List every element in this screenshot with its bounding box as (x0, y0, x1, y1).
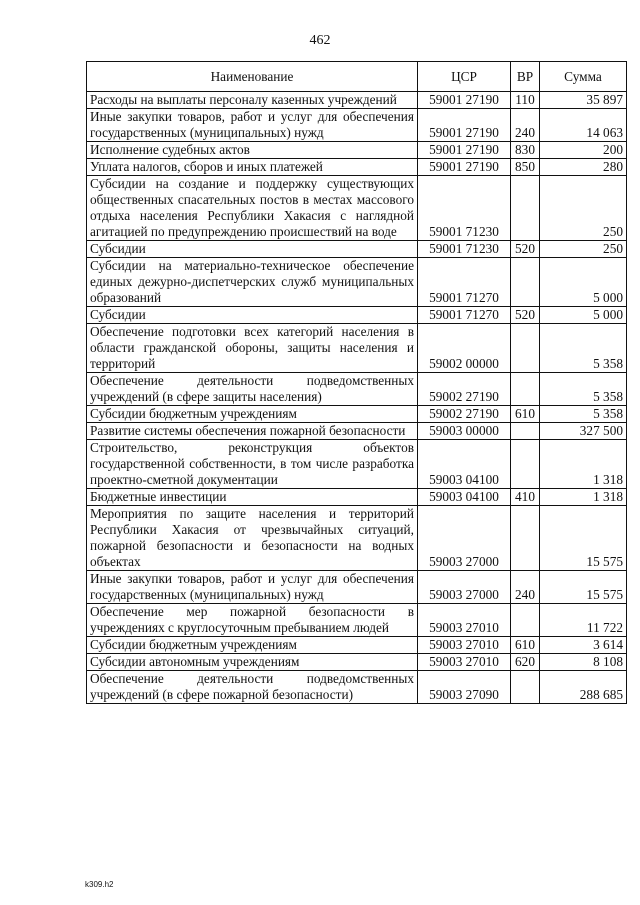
cell-sum: 5 358 (540, 373, 627, 406)
cell-name: Бюджетные инвестиции (87, 489, 418, 506)
cell-vr (511, 671, 540, 704)
cell-name: Обеспечение деятельности подведомственных учреждений (в сфере защиты населения) (87, 373, 418, 406)
table-row (87, 637, 627, 654)
cell-vr (511, 176, 540, 241)
table-row (87, 654, 627, 671)
cell-sum: 8 108 (540, 654, 627, 671)
table-row (87, 489, 627, 506)
cell-name: Иные закупки товаров, работ и услуг для обеспечения государственных (муниципальных) нужд (87, 571, 418, 604)
header-sum: Сумма (540, 62, 627, 92)
table-row (87, 506, 627, 571)
cell-vr: 240 (511, 571, 540, 604)
cell-csr: 59003 04100 (418, 489, 511, 506)
cell-csr: 59002 27190 (418, 373, 511, 406)
cell-name: Исполнение судебных актов (87, 142, 418, 159)
header-name: Наименование (87, 62, 418, 92)
cell-csr: 59003 27000 (418, 571, 511, 604)
budget-table (86, 61, 627, 704)
cell-sum: 14 063 (540, 109, 627, 142)
cell-sum: 5 000 (540, 307, 627, 324)
table-row (87, 440, 627, 489)
table-row (87, 324, 627, 373)
cell-vr (511, 324, 540, 373)
cell-name: Субсидии (87, 307, 418, 324)
table-row (87, 604, 627, 637)
cell-name: Обеспечение мер пожарной безопасности в учреждениях с круглосуточным пребыванием людей (87, 604, 418, 637)
table-row (87, 109, 627, 142)
table-row (87, 571, 627, 604)
cell-vr (511, 423, 540, 440)
cell-sum: 5 358 (540, 406, 627, 423)
cell-name: Обеспечение подготовки всех категорий населения в области гражданской обороны, защиты населения и территорий (87, 324, 418, 373)
cell-name: Мероприятия по защите населения и территорий Республики Хакасия от чрезвычайных ситуаций, пожарной безопасности и безопасности на водных объектах (87, 506, 418, 571)
cell-name: Обеспечение деятельности подведомственных учреждений (в сфере пожарной безопасности) (87, 671, 418, 704)
table-row (87, 176, 627, 241)
cell-vr: 520 (511, 307, 540, 324)
cell-sum: 5 358 (540, 324, 627, 373)
cell-sum: 11 722 (540, 604, 627, 637)
table-row (87, 406, 627, 423)
cell-csr: 59003 00000 (418, 423, 511, 440)
cell-csr: 59001 71270 (418, 307, 511, 324)
cell-vr: 830 (511, 142, 540, 159)
cell-name: Субсидии автономным учреждениям (87, 654, 418, 671)
cell-csr: 59003 27000 (418, 506, 511, 571)
table-row (87, 423, 627, 440)
table-row (87, 92, 627, 109)
table-row (87, 142, 627, 159)
cell-name: Субсидии на материально-техническое обеспечение единых дежурно-диспетчерских служб муниципальных образований (87, 258, 418, 307)
header-row (87, 62, 627, 92)
cell-vr (511, 604, 540, 637)
cell-name: Развитие системы обеспечения пожарной безопасности (87, 423, 418, 440)
cell-csr: 59003 27010 (418, 604, 511, 637)
cell-sum: 288 685 (540, 671, 627, 704)
table-row (87, 671, 627, 704)
cell-csr: 59001 27190 (418, 109, 511, 142)
table-row (87, 373, 627, 406)
cell-vr (511, 440, 540, 489)
cell-vr: 620 (511, 654, 540, 671)
cell-name: Расходы на выплаты персоналу казенных учреждений (87, 92, 418, 109)
cell-name: Иные закупки товаров, работ и услуг для обеспечения государственных (муниципальных) нужд (87, 109, 418, 142)
cell-csr: 59001 27190 (418, 92, 511, 109)
cell-sum: 3 614 (540, 637, 627, 654)
cell-vr (511, 258, 540, 307)
cell-csr: 59003 27010 (418, 654, 511, 671)
cell-vr: 610 (511, 637, 540, 654)
table-row (87, 258, 627, 307)
cell-vr: 850 (511, 159, 540, 176)
cell-vr: 240 (511, 109, 540, 142)
cell-csr: 59001 27190 (418, 159, 511, 176)
cell-csr: 59003 27010 (418, 637, 511, 654)
cell-sum: 1 318 (540, 489, 627, 506)
header-csr: ЦСР (418, 62, 511, 92)
cell-csr: 59001 27190 (418, 142, 511, 159)
table-row (87, 159, 627, 176)
cell-name: Уплата налогов, сборов и иных платежей (87, 159, 418, 176)
cell-csr: 59001 71230 (418, 176, 511, 241)
cell-csr: 59002 00000 (418, 324, 511, 373)
cell-vr (511, 506, 540, 571)
cell-csr: 59002 27190 (418, 406, 511, 423)
cell-sum: 35 897 (540, 92, 627, 109)
cell-csr: 59003 04100 (418, 440, 511, 489)
cell-sum: 15 575 (540, 506, 627, 571)
cell-sum: 1 318 (540, 440, 627, 489)
cell-sum: 5 000 (540, 258, 627, 307)
cell-sum: 200 (540, 142, 627, 159)
cell-sum: 280 (540, 159, 627, 176)
page-number: 462 (309, 33, 331, 48)
cell-name: Строительство, реконструкция объектов государственной собственности, в том числе разработка проектно-сметной документации (87, 440, 418, 489)
cell-name: Субсидии (87, 241, 418, 258)
cell-sum: 250 (540, 176, 627, 241)
cell-name: Субсидии бюджетным учреждениям (87, 637, 418, 654)
cell-vr: 610 (511, 406, 540, 423)
cell-sum: 15 575 (540, 571, 627, 604)
cell-vr: 410 (511, 489, 540, 506)
cell-csr: 59003 27090 (418, 671, 511, 704)
table-row (87, 307, 627, 324)
cell-csr: 59001 71270 (418, 258, 511, 307)
cell-csr: 59001 71230 (418, 241, 511, 258)
cell-vr (511, 373, 540, 406)
cell-vr: 520 (511, 241, 540, 258)
cell-name: Субсидии бюджетным учреждениям (87, 406, 418, 423)
table-row (87, 241, 627, 258)
footer-code: k309.h2 (85, 880, 114, 889)
cell-sum: 250 (540, 241, 627, 258)
cell-vr: 110 (511, 92, 540, 109)
cell-name: Субсидии на создание и поддержку существующих общественных спасательных постов в местах массового отдыха населения Республики Хакасия с наглядной агитацией по предупреждению происшествий на воде (87, 176, 418, 241)
cell-sum: 327 500 (540, 423, 627, 440)
header-vr: ВР (511, 62, 540, 92)
